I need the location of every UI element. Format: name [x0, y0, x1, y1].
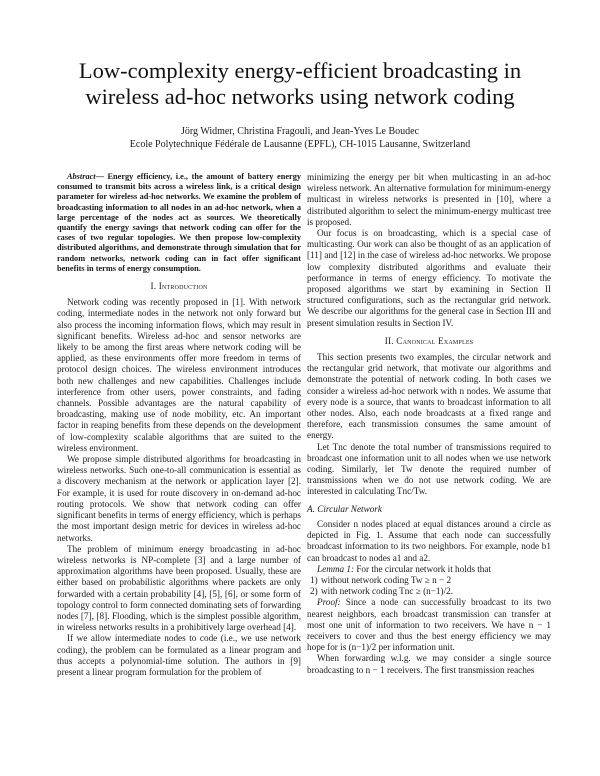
intro-paragraph: If we allow intermediate nodes to code (i.e., we use network coding), the problem can be formulated as a linear program and thus accepts a polynomial-time solution. The authors in [9] present a linear program formulation for the problem of — [57, 633, 301, 677]
intro-paragraph-continued: minimizing the energy per bit when multicasting in an ad-hoc wireless network. An alternative formulation for minimum-energy multicast in wireless networks is presented in [10], where a distributed algorithm to select the minimum-energy multicast tree is proposed. — [307, 172, 551, 227]
section-paragraph: Consider n nodes placed at equal distances around a circle as depicted in Fig. 1. Assume that each node can successfully broadcast information to its two neighbors. For example, node b1 can broadcast to nodes a1 and a2. — [307, 518, 551, 563]
section-paragraph: This section presents two examples, the circular network and the rectangular grid network, that motivate our algorithms and demonstrate the potential of network coding. In both cases we consider a wireless ad-hoc network with n nodes. We assume that every node is a source, that wants to broadcast information to all other nodes. Also, each node broadcasts at a fixed range and therefore, each transmission consumes the same amount of energy. — [307, 352, 551, 441]
lemma-items — [307, 575, 551, 597]
section-paragraph: Let Tnc denote the total number of transmissions required to broadcast one information unit to all nodes when we use network coding. Similarly, let Tw denote the required number of transmissions when we do not use network coding. We are interested in calculating Tnc/Tw. — [307, 441, 551, 497]
section-heading-canonical-examples: II. Canonical Examples — [384, 335, 474, 346]
list-item — [310, 586, 551, 597]
paper-title: Low-complexity energy-efficient broadcasting in wireless ad-hoc networks using network coding — [78, 58, 522, 109]
lemma — [307, 564, 551, 575]
left-column — [57, 172, 301, 678]
item-text: with network coding Tnc ≥ (n−1)/2. — [321, 586, 454, 597]
abstract-text: — Energy efficiency, i.e., the amount of battery energy consumed to transmit bits across a wireless link, is a critical design parameter for wireless ad-hoc networks. We examine the problem of broadcasting information to all nodes in an ad-hoc network, when a large percentage of the nodes act as sources. We theoretically quantify the energy savings that network coding can offer for the cases of two regular topologies. We then propose low-complexity distributed algorithms, and demonstrate through simulation that for random networks, network coding can in fact offer significant benefits in terms of energy consumption. — [57, 172, 301, 273]
affiliation: Ecole Polytechnique Fédérale de Lausanne (EPFL), CH-1015 Lausanne, Switzerland — [129, 139, 471, 150]
intro-paragraph: Our focus is on broadcasting, which is a special case of multicasting. Our work can also be thought of as an application of [11] and [12] in the case of wireless ad-hoc networks. We propose low complexity distributed algorithms and evaluate their performance in terms of energy efficiency. To motivate the proposed algorithms we start by examining in Section II structured configurations, such as the rectangular grid network. We describe our algorithms for the general case in Section III and present simulation results in Section IV. — [307, 228, 551, 328]
authors: Jörg Widmer, Christina Fragouli, and Jean-Yves Le Boudec — [180, 126, 420, 137]
section-paragraph: When forwarding w.l.g. we may consider a single source broadcasting to n − 1 receivers. The first transmission reaches — [307, 653, 551, 675]
item-text: without network coding Tw ≥ n − 2 — [321, 574, 452, 585]
item-number: 2) — [310, 586, 318, 597]
proof-text: Since a node can successfully broadcast to its two nearest neighbors, each broadcast transmission can transfer at most one unit of information to two receivers. We have n − 1 receivers to cover and thus the best energy efficiency we may hope for is (n−1)/2 per information unit. — [307, 597, 551, 653]
section-heading-introduction: I. Introduction — [150, 281, 208, 292]
right-column — [307, 172, 551, 676]
intro-paragraph: The problem of minimum energy broadcasting in ad-hoc wireless networks is NP-complete [3] and a large number of approximation algorithms have been proposed. Usually, these are either based on probabilistic algorithms where packets are only forwarded with a certain probability [4], [5], [6], or some form of topology control to form connected dominating sets of forwarding nodes [7], [8]. Flooding, which is the simplest possible algorithm, in wireless networks results in a prohibitively large overhead [4]. — [57, 543, 301, 633]
proof — [307, 597, 551, 653]
abstract — [57, 172, 301, 274]
subsection-heading-circular-network: A. Circular Network — [307, 503, 382, 514]
intro-paragraph: Network coding was recently proposed in [1]. With network coding, intermediate nodes in the network not only forward but also process the incoming information flows, which may result in significant benefits. Wireless ad-hoc and sensor networks are likely to be among the first areas where network coding will be applied, as these environments offer more freedom in terms of protocol design choices. The wireless environment introduces both new challenges and new capabilities. Challenges include interference from other users, power constraints, and fading channels. Possible advantages are the natural capability of broadcasting, making use of node mobility, etc. An important factor in reaping benefits from these depends on the development of low-complexity scalable algorithms that are suited to the wireless environment. — [57, 297, 301, 453]
item-number: 1) — [310, 574, 318, 585]
lemma-label: Lemma 1: — [317, 563, 355, 574]
intro-paragraph: We propose simple distributed algorithms for broadcasting in wireless networks. Such one-to-all communication is essential as a discovery mechanism at the network or application layer [2]. For example, it is used for route discovery in on-demand ad-hoc routing protocols. We show that network coding can offer significant benefits in terms of energy efficiency, which is perhaps the most important design metric for devices in wireless ad-hoc networks. — [57, 454, 301, 543]
lemma-text: For the circular network it holds that — [356, 563, 492, 574]
list-item — [310, 574, 551, 586]
proof-label: Proof: — [317, 597, 341, 608]
abstract-label: Abstract — [67, 172, 96, 181]
